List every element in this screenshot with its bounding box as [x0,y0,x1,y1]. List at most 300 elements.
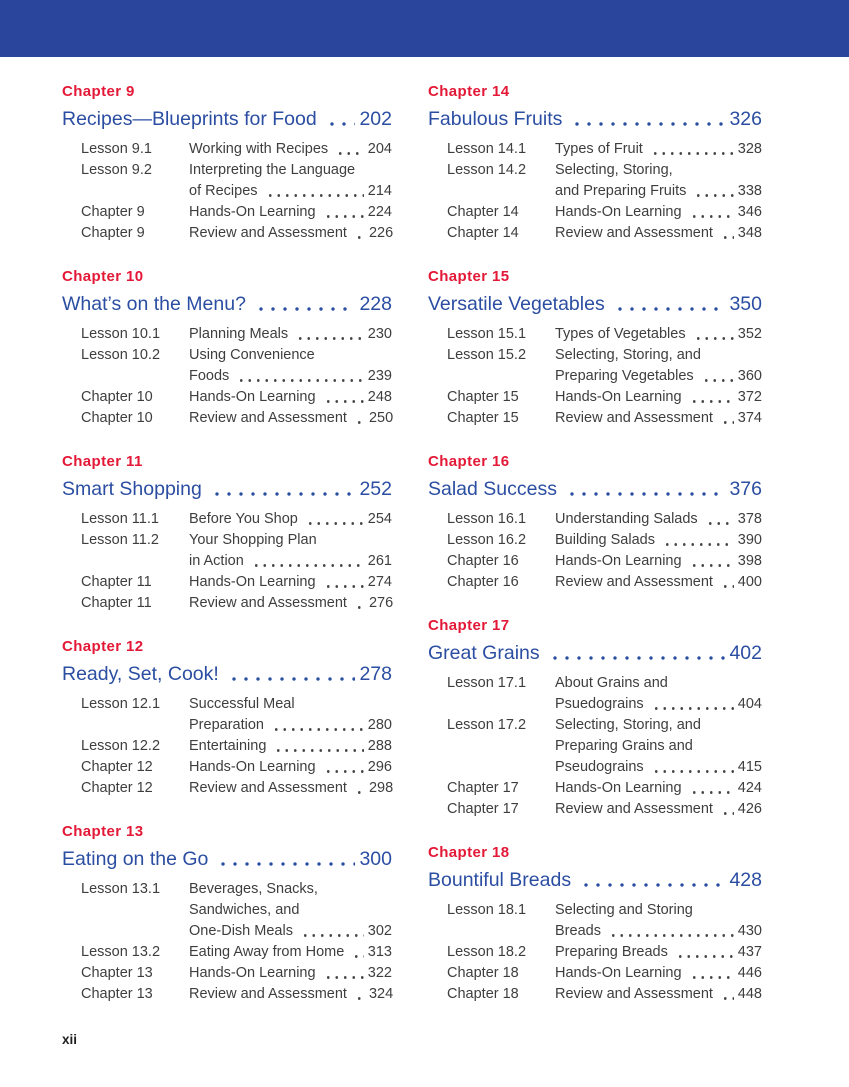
entry-last-line [189,942,392,963]
toc-entry [62,984,392,1005]
chapter-label: Chapter 13 [62,823,144,840]
entry-last-line [189,921,392,942]
toc-entry [62,324,392,345]
entry-body [555,387,762,408]
chapter-section [62,453,392,614]
entry-page-number: 261 [367,553,392,569]
chapter-section [428,268,762,429]
entry-text-line: About Grains and [555,675,668,691]
entry-page-number: 298 [368,780,394,796]
entry-text-line: Review and Assessment [189,986,347,1002]
toc-entry [62,694,392,736]
entry-last-line [189,387,392,408]
entry-last-line [189,408,393,429]
dot-leader-icon [719,583,734,589]
entry-page-number: 274 [367,574,392,590]
dot-leader-icon [704,520,734,526]
entry-last-line [555,551,762,572]
toc-entry [428,324,762,345]
entry-text-line: Preparation [189,717,264,733]
entry-page-number: 426 [737,801,762,817]
chapter-page-number: 428 [729,869,762,891]
entry-text-line: Beverages, Snacks, [189,881,318,897]
dot-leader-icon [253,306,356,312]
entry-text-line: Hands-On Learning [555,780,682,796]
toc-entry [428,900,762,942]
dot-leader-icon [264,192,364,198]
entry-page-number: 239 [367,368,392,384]
entry-label: Lesson 11.1 [81,511,159,527]
entry-last-line [189,223,393,244]
chapter-section [62,638,392,799]
entry-body [555,673,762,715]
entry-body [189,530,392,572]
chapter-page-number: 300 [359,848,392,870]
dot-leader-icon [569,121,725,127]
chapter-page-number: 350 [729,293,762,315]
entry-body [555,202,762,223]
toc-entry [428,345,762,387]
entry-label: Chapter 11 [81,595,152,611]
entry-last-line [189,963,392,984]
entry-label: Lesson 15.1 [447,326,527,342]
entry-page-number: 226 [368,225,394,241]
entry-page-number: 288 [367,738,392,754]
entry-body [555,223,762,244]
chapter-title-row [62,476,392,502]
dot-leader-icon [353,995,365,1001]
entry-page-number: 424 [737,780,762,796]
entry-text-line: Hands-On Learning [555,204,682,220]
entry-text-line: Understanding Salads [555,511,698,527]
entry-body [189,223,393,244]
entry-body [189,963,392,984]
entry-page-number: 322 [367,965,392,981]
chapter-page-number: 376 [729,478,762,500]
dot-leader-icon [322,768,364,774]
entry-label: Lesson 10.2 [81,347,161,363]
entry-text-line: Hands-On Learning [555,965,682,981]
entry-body [555,799,762,820]
toc-column-right [428,83,762,1029]
chapter-page-number: 228 [359,293,392,315]
entry-label: Lesson 17.2 [447,717,527,733]
entry-label: Lesson 11.2 [81,532,159,548]
dot-leader-icon [304,520,364,526]
entry-text-line: Review and Assessment [555,225,713,241]
page-number: xii [62,1032,78,1047]
entry-last-line [555,963,762,984]
entry-body [555,530,762,551]
dot-leader-icon [270,726,364,732]
entry-page-number: 360 [737,368,762,384]
entry-page-number: 296 [367,759,392,775]
dot-leader-icon [547,655,726,661]
toc-entry [428,139,762,160]
entry-last-line [189,715,392,736]
toc-entry [428,963,762,984]
dot-leader-icon [688,974,734,980]
toc-entry [428,984,762,1005]
entry-text-line: Successful Meal [189,696,295,712]
chapter-section [428,617,762,820]
entry-body [189,509,392,530]
entry-label: Chapter 16 [447,553,519,569]
toc-entry [62,736,392,757]
dot-leader-icon [322,974,364,980]
dot-leader-icon [578,882,725,888]
entry-body [555,408,762,429]
entry-page-number: 446 [737,965,762,981]
toc-entry [62,942,392,963]
entry-last-line [189,984,393,1005]
chapter-label: Chapter 15 [428,268,510,285]
entry-label: Lesson 16.2 [447,532,527,548]
entry-body [189,694,392,736]
entry-label: Chapter 17 [447,780,519,796]
entry-label: Chapter 10 [81,389,153,405]
entry-last-line [555,799,762,820]
entry-last-line [555,778,762,799]
chapter-section [428,453,762,593]
dot-leader-icon [299,932,364,938]
entry-body [189,202,392,223]
dot-leader-icon [250,562,364,568]
entry-page-number: 204 [367,141,392,157]
chapter-label: Chapter 9 [62,83,135,100]
toc-entry [62,778,392,799]
entry-text-line: Review and Assessment [555,574,713,590]
entry-text-line: Hands-On Learning [189,759,316,775]
dot-leader-icon [649,150,734,156]
entry-label: Chapter 10 [81,410,153,426]
entry-label: Chapter 18 [447,986,519,1002]
chapter-label: Chapter 16 [428,453,510,470]
toc-entry [62,408,392,429]
dot-leader-icon [650,768,734,774]
chapter-title: Ready, Set, Cook! [62,663,219,685]
toc-entry [62,509,392,530]
chapter-title-row [428,640,762,666]
chapter-title-row [428,476,762,502]
entry-label: Chapter 14 [447,204,519,220]
entry-last-line [189,366,392,387]
entry-body [555,572,762,593]
entry-last-line [555,324,762,345]
chapter-title-row [428,106,762,132]
chapter-title-row [62,846,392,872]
entry-text-line: Types of Vegetables [555,326,686,342]
toc-entry [428,202,762,223]
entry-text-line: Selecting, Storing, and [555,347,701,363]
entry-text-line: Types of Fruit [555,141,643,157]
entry-text-line: Pseudograins [555,759,644,775]
entry-page-number: 224 [367,204,392,220]
entry-body [189,139,392,160]
entry-page-number: 338 [737,183,762,199]
entry-label: Lesson 18.2 [447,944,527,960]
entry-label: Lesson 18.1 [447,902,527,918]
toc-entry [62,530,392,572]
entry-text-line: of Recipes [189,183,258,199]
entry-label: Lesson 9.1 [81,141,152,157]
chapter-label: Chapter 18 [428,844,510,861]
entry-body [555,324,762,345]
entry-last-line [555,757,762,778]
entry-text-line: Review and Assessment [555,410,713,426]
entry-body [555,551,762,572]
chapter-label: Chapter 14 [428,83,510,100]
dot-leader-icon [350,953,364,959]
toc-entry [428,160,762,202]
entry-page-number: 448 [737,986,762,1002]
toc-entry [62,139,392,160]
chapter-title-row [428,867,762,893]
entry-page-number: 324 [368,986,394,1002]
dot-leader-icon [334,150,364,156]
dot-leader-icon [322,583,364,589]
entry-last-line [555,942,762,963]
entry-body [555,509,762,530]
entry-text-line: Building Salads [555,532,655,548]
entry-text-line: Selecting, Storing, and [555,717,701,733]
dot-leader-icon [272,747,363,753]
entry-last-line [555,921,762,942]
entry-last-line [189,757,392,778]
entry-page-number: 254 [367,511,392,527]
chapter-title-row [62,661,392,687]
entry-label: Lesson 13.2 [81,944,161,960]
chapter-title: Smart Shopping [62,478,202,500]
entry-body [189,593,393,614]
dot-leader-icon [700,377,734,383]
chapter-label: Chapter 10 [62,268,144,285]
entry-text-line: Foods [189,368,230,384]
dot-leader-icon [688,562,734,568]
dot-leader-icon [294,335,364,341]
entry-label: Chapter 12 [81,780,153,796]
toc-entry [428,572,762,593]
dot-leader-icon [322,398,364,404]
entry-label: Chapter 15 [447,389,519,405]
entry-page-number: 214 [367,183,392,199]
dot-leader-icon [607,932,734,938]
entry-last-line [555,509,762,530]
chapter-title-row [428,291,762,317]
entry-page-number: 302 [367,923,392,939]
entry-body [189,160,392,202]
entry-body [555,160,762,202]
chapter-label: Chapter 12 [62,638,144,655]
entry-page-number: 415 [737,759,762,775]
header-bar [0,0,849,57]
entry-last-line [189,181,392,202]
entry-text-line: Sandwiches, and [189,902,300,918]
entry-last-line [189,139,392,160]
entry-body [189,387,392,408]
chapter-title: Fabulous Fruits [428,108,563,130]
entry-label: Lesson 17.1 [447,675,527,691]
chapter-section [62,83,392,244]
entry-body [189,757,392,778]
entry-body [189,345,392,387]
entry-label: Lesson 12.2 [81,738,161,754]
dot-leader-icon [215,861,355,867]
entry-label: Chapter 17 [447,801,519,817]
entry-body [555,942,762,963]
entry-page-number: 348 [737,225,762,241]
entry-page-number: 398 [737,553,762,569]
entry-last-line [189,202,392,223]
dot-leader-icon [324,121,356,127]
entry-body [189,984,393,1005]
toc-entry [428,778,762,799]
toc-entry [62,963,392,984]
entry-label: Chapter 9 [81,225,145,241]
entry-text-line: Eating Away from Home [189,944,345,960]
entry-page-number: 372 [737,389,762,405]
entry-body [189,324,392,345]
entry-label: Lesson 14.2 [447,162,527,178]
toc-entry [428,509,762,530]
dot-leader-icon [235,377,363,383]
chapter-section [428,844,762,1005]
entry-page-number: 437 [737,944,762,960]
entry-text-line: Hands-On Learning [189,965,316,981]
entry-text-line: Hands-On Learning [555,553,682,569]
dot-leader-icon [719,810,734,816]
entry-text-line: Review and Assessment [189,225,347,241]
dot-leader-icon [692,335,734,341]
entry-last-line [555,984,762,1005]
chapter-title: Great Grains [428,642,540,664]
dot-leader-icon [353,604,365,610]
entry-last-line [189,572,392,593]
entry-page-number: 430 [737,923,762,939]
dot-leader-icon [353,419,365,425]
entry-label: Lesson 13.1 [81,881,161,897]
chapter-page-number: 402 [729,642,762,664]
entry-text-line: Hands-On Learning [189,389,316,405]
entry-last-line [189,593,393,614]
toc-entry [428,799,762,820]
entry-last-line [555,366,762,387]
dot-leader-icon [353,789,365,795]
entry-text-line: Preparing Vegetables [555,368,694,384]
toc-entry [428,530,762,551]
entry-text-line: Selecting, Storing, [555,162,673,178]
toc-entry [428,387,762,408]
dot-leader-icon [209,491,356,497]
entry-label: Chapter 9 [81,204,145,220]
entry-page-number: 352 [737,326,762,342]
entry-page-number: 378 [737,511,762,527]
entry-body [189,408,393,429]
entry-page-number: 248 [367,389,392,405]
entry-body [555,984,762,1005]
chapter-title: Eating on the Go [62,848,209,870]
entry-text-line: Hands-On Learning [189,574,316,590]
entry-text-line: Entertaining [189,738,267,754]
entry-page-number: 400 [737,574,762,590]
chapter-page-number: 252 [359,478,392,500]
dot-leader-icon [688,213,734,219]
chapter-title: Bountiful Breads [428,869,572,891]
dot-leader-icon [692,192,733,198]
toc-entry [428,673,762,715]
entry-body [189,736,392,757]
dot-leader-icon [674,953,734,959]
entry-last-line [555,694,762,715]
entry-page-number: 404 [737,696,762,712]
entry-label: Lesson 16.1 [447,511,527,527]
dot-leader-icon [226,676,356,682]
entry-text-line: Selecting and Storing [555,902,693,918]
entry-text-line: Interpreting the Language [189,162,356,178]
entry-body [555,900,762,942]
toc-entry [62,593,392,614]
entry-label: Chapter 13 [81,986,153,1002]
dot-leader-icon [688,398,734,404]
dot-leader-icon [719,995,734,1001]
entry-page-number: 276 [368,595,394,611]
entry-last-line [555,408,762,429]
chapter-page-number: 326 [729,108,762,130]
entry-last-line [189,736,392,757]
entry-label: Lesson 9.2 [81,162,152,178]
entry-label: Chapter 12 [81,759,153,775]
chapter-section [428,83,762,244]
toc-entry [62,160,392,202]
entry-page-number: 250 [368,410,394,426]
entry-text-line: and Preparing Fruits [555,183,687,199]
entry-label: Chapter 11 [81,574,152,590]
entry-text-line: in Action [189,553,244,569]
entry-page-number: 230 [367,326,392,342]
entry-text-line: Review and Assessment [555,986,713,1002]
entry-last-line [555,202,762,223]
entry-label: Chapter 16 [447,574,519,590]
entry-text-line: Your Shopping Plan [189,532,317,548]
dot-leader-icon [661,541,734,547]
entry-last-line [555,530,762,551]
entry-text-line: Review and Assessment [555,801,713,817]
toc-entry [428,715,762,778]
entry-text-line: Psuedograins [555,696,644,712]
toc-entry [428,408,762,429]
toc-entry [428,942,762,963]
toc-entry [428,551,762,572]
dot-leader-icon [719,419,734,425]
dot-leader-icon [688,789,734,795]
chapter-title-row [62,291,392,317]
chapter-title-row [62,106,392,132]
entry-last-line [189,778,393,799]
entry-text-line: Working with Recipes [189,141,329,157]
entry-page-number: 346 [737,204,762,220]
dot-leader-icon [322,213,364,219]
toc-column-left [62,83,392,1029]
entry-label: Lesson 15.2 [447,347,527,363]
entry-text-line: Review and Assessment [189,780,347,796]
entry-last-line [555,223,762,244]
entry-text-line: Hands-On Learning [189,204,316,220]
toc-entry [62,757,392,778]
toc-columns [0,57,849,1029]
entry-text-line: One-Dish Meals [189,923,293,939]
entry-last-line [555,181,762,202]
entry-label: Chapter 18 [447,965,519,981]
